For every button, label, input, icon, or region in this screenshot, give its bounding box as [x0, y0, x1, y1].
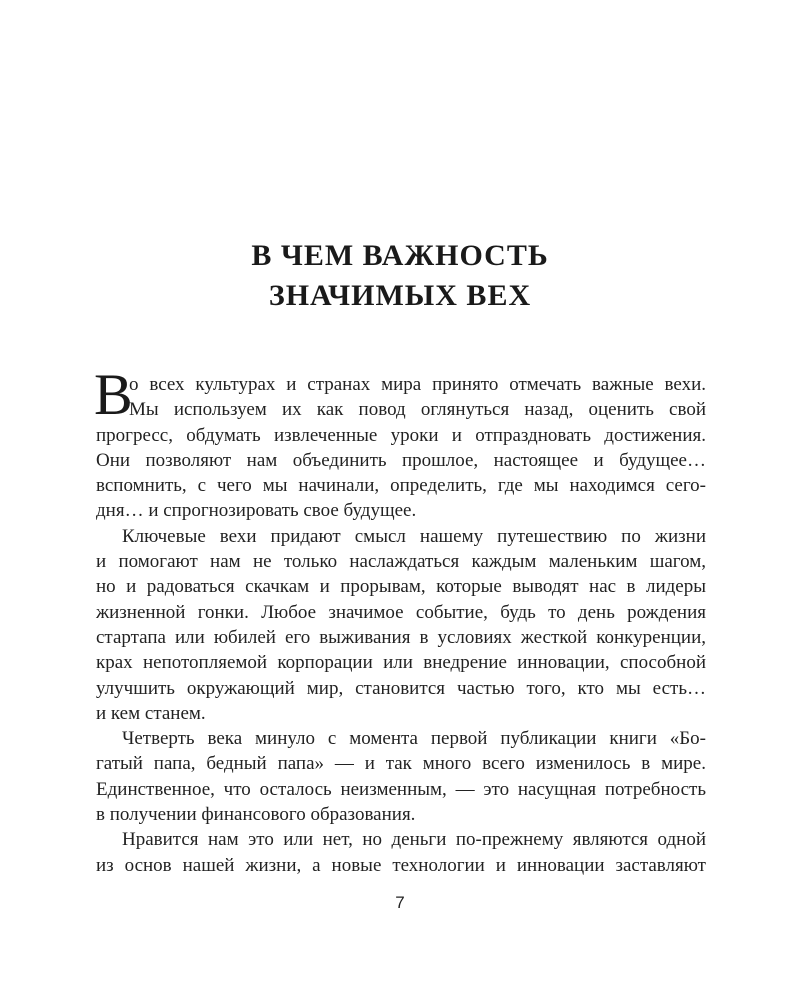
text-line: гатый папа, бедный папа» — и так много всего изменилось в мире.	[96, 753, 706, 775]
text-line: Нравится нам это или нет, но деньги по-прежнему являются одной	[122, 829, 706, 851]
paragraph-3	[96, 726, 706, 827]
text-line: крах непотопляемой корпорации или внедрение инновации, способной	[96, 652, 706, 674]
body-text	[94, 362, 706, 878]
text-line: Ключевые вехи придают смысл нашему путешествию по жизни	[122, 525, 706, 547]
text-line: жизненной гонки. Любое значимое событие, будь то день рождения	[96, 601, 706, 623]
text-line: вспомнить, с чего мы начинали, определить, где мы находимся сего-	[96, 475, 706, 497]
text-line: из основ нашей жизни, а новые технологии и инновации заставляют	[96, 854, 706, 876]
chapter-title-line-2: ЗНАЧИМЫХ ВЕХ	[268, 279, 532, 312]
text-line: и кем станем.	[96, 702, 206, 724]
text-line: но и радоваться скачкам и прорывам, которые выводят нас в лидеры	[96, 576, 706, 598]
drop-cap: В	[94, 362, 133, 427]
text-line: стартапа или юбилей его выживания в условиях жесткой конкуренции,	[96, 626, 706, 648]
page-number: 7	[395, 893, 405, 912]
text-line: Они позволяют нам объединить прошлое, настоящее и будущее…	[96, 449, 706, 471]
text-line: и помогают нам не только наслаждаться каждым маленьким шагом,	[96, 551, 706, 573]
text-line: Единственное, что осталось неизменным, — это насущная потребность	[96, 778, 706, 800]
text-line: Мы используем их как повод оглянуться назад, оценить свой	[129, 399, 706, 421]
chapter-title	[0, 236, 800, 316]
text-line: о всех культурах и странах мира принято отмечать важные вехи.	[129, 374, 706, 395]
text-line: прогресс, обдумать извлеченные уроки и отпраздновать достижения.	[96, 424, 706, 446]
text-line: в получении финансового образования.	[96, 804, 416, 826]
paragraph-4	[96, 827, 706, 878]
paragraph-1	[94, 362, 706, 524]
text-line: Четверть века минуло с момента первой публикации книги «Бо-	[122, 728, 706, 750]
text-line: улучшить окружающий мир, становится частью того, кто мы есть…	[96, 677, 706, 699]
chapter-title-line-1: В ЧЕМ ВАЖНОСТЬ	[251, 239, 549, 272]
paragraph-2	[96, 524, 706, 726]
text-line: дня… и спрогнозировать свое будущее.	[96, 500, 417, 522]
